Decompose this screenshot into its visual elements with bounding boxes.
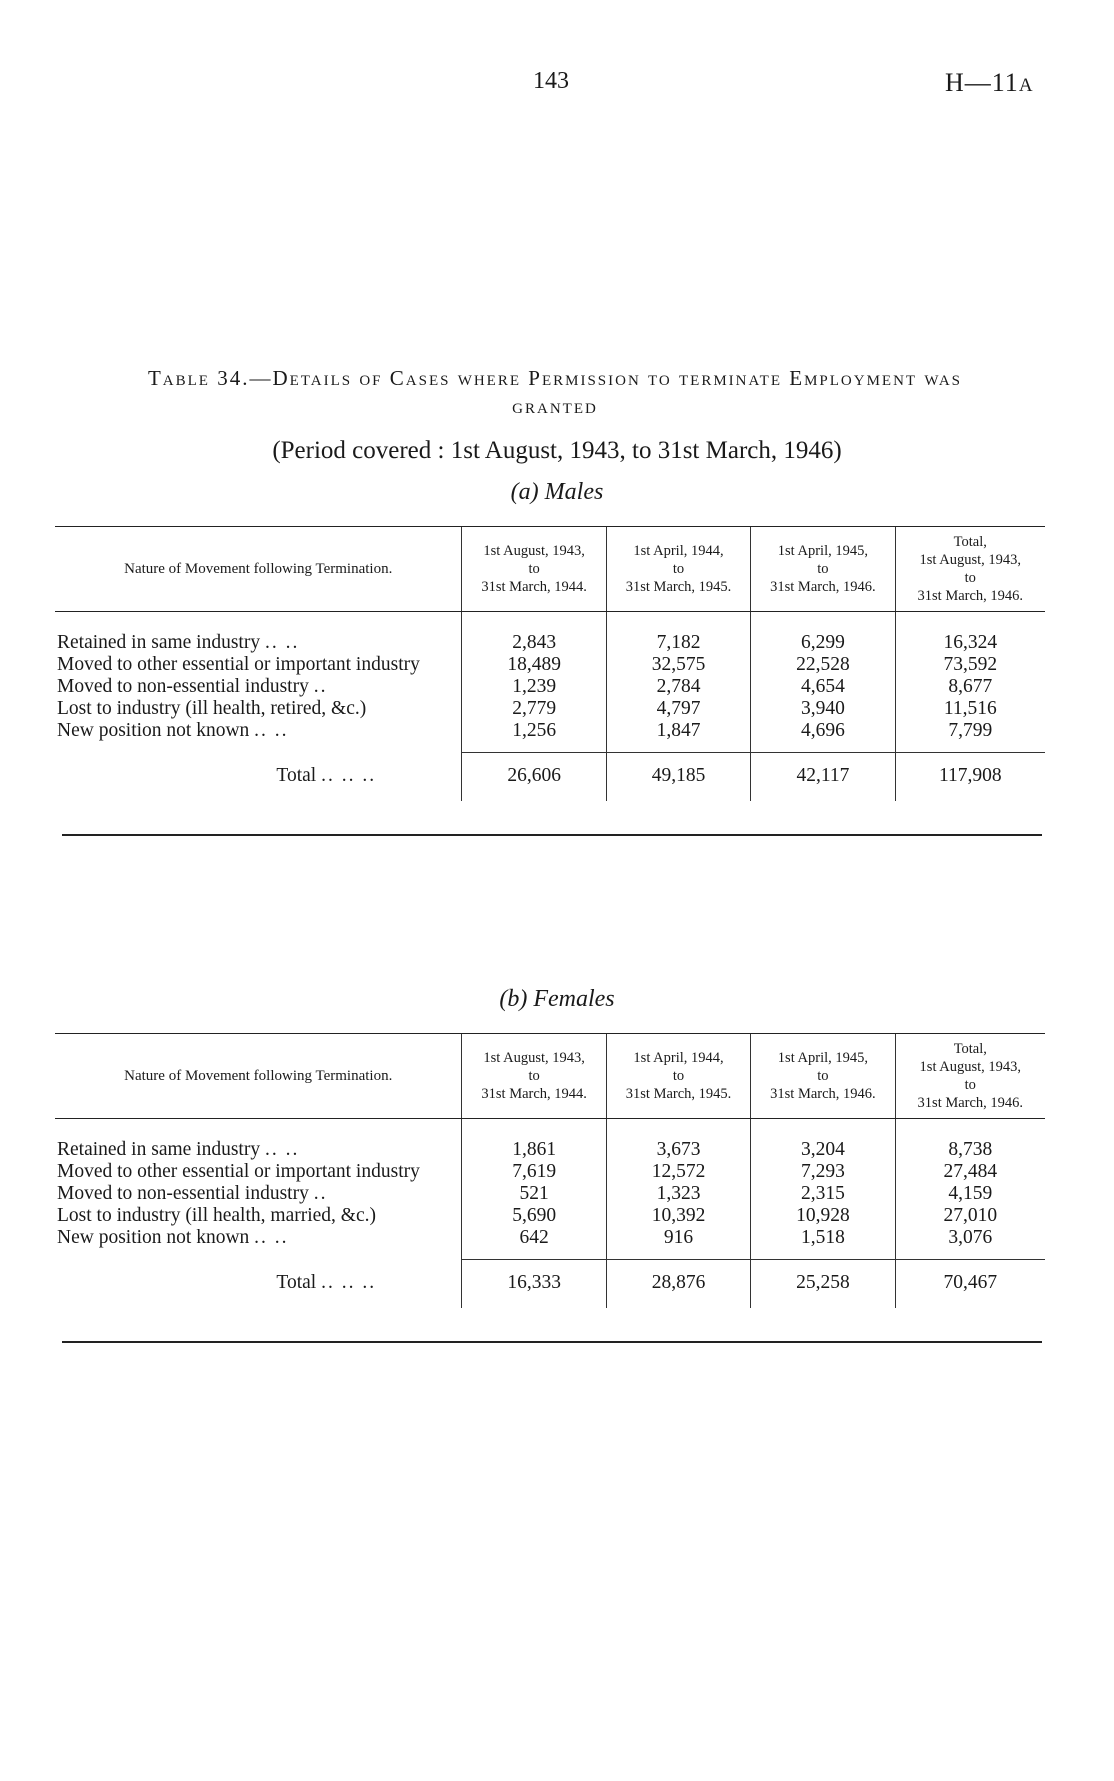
table-row (55, 654, 1045, 676)
table-title (55, 364, 1055, 420)
cell-value: 4,159 (895, 1183, 1045, 1205)
total-label: Total .. .. .. (276, 1271, 377, 1293)
cell-value: 2,784 (606, 676, 750, 698)
cell-value: 22,528 (751, 654, 895, 676)
row-label: Moved to non-essential industry .. (57, 1183, 328, 1204)
cell-value: 7,182 (606, 612, 750, 655)
females-header-row (55, 1034, 1045, 1119)
cell-value: 10,928 (751, 1205, 895, 1227)
cell-value: 2,315 (751, 1183, 895, 1205)
table-closing-rule (62, 1341, 1042, 1343)
table-title-line-1: Table 34.—Details of Cases where Permission to terminate Employment was (147, 366, 963, 390)
cell-value: 8,677 (895, 676, 1045, 698)
cell-value: 10,392 (606, 1205, 750, 1227)
nature-column-header: Nature of Movement following Termination. (55, 1034, 462, 1119)
row-label: Retained in same industry .. .. (57, 1139, 300, 1160)
males-subtitle: (a) Males (510, 479, 604, 505)
total-value: 49,185 (606, 753, 750, 802)
cell-value: 3,673 (606, 1119, 750, 1162)
cell-value: 1,323 (606, 1183, 750, 1205)
table-row (55, 1227, 1045, 1249)
total-value: 16,333 (462, 1260, 606, 1309)
males-table (55, 526, 1045, 801)
nature-column-header: Nature of Movement following Termination. (55, 527, 462, 612)
spacer-row (55, 742, 1045, 753)
total-row (55, 1260, 1045, 1309)
period-covered: (Period covered : 1st August, 1943, to 31st March, 1946) (272, 437, 842, 464)
table-closing-rule (62, 834, 1042, 836)
table-row (55, 698, 1045, 720)
row-label: Lost to industry (ill health, retired, &c.) (57, 698, 367, 719)
page-header (0, 68, 1114, 98)
females-subtitle: (b) Females (499, 986, 615, 1012)
row-label: Lost to industry (ill health, married, &c.) (57, 1205, 376, 1226)
total-value: 70,467 (895, 1260, 1045, 1309)
page-number: 143 (533, 68, 569, 94)
row-label: Retained in same industry .. .. (57, 632, 300, 653)
cell-value: 2,843 (462, 612, 606, 655)
page-reference: H—11A (945, 68, 1034, 97)
cell-value: 73,592 (895, 654, 1045, 676)
cell-value: 7,799 (895, 720, 1045, 742)
row-label: Moved to other essential or important industry (57, 654, 420, 675)
period-3-column-header: 1st April, 1945, to 31st March, 1946. (751, 1034, 895, 1119)
cell-value: 1,256 (462, 720, 606, 742)
row-label: New position not known .. .. (57, 720, 289, 741)
cell-value: 12,572 (606, 1161, 750, 1183)
cell-value: 18,489 (462, 654, 606, 676)
cell-value: 2,779 (462, 698, 606, 720)
table-row (55, 676, 1045, 698)
cell-value: 16,324 (895, 612, 1045, 655)
cell-value: 32,575 (606, 654, 750, 676)
cell-value: 3,940 (751, 698, 895, 720)
period-2-column-header: 1st April, 1944, to 31st March, 1945. (606, 527, 750, 612)
row-label: New position not known .. .. (57, 1227, 289, 1248)
cell-value: 1,847 (606, 720, 750, 742)
total-label: Total .. .. .. (276, 764, 377, 786)
cell-value: 1,239 (462, 676, 606, 698)
cell-value: 1,861 (462, 1119, 606, 1162)
period-1-column-header: 1st August, 1943, to 31st March, 1944. (462, 1034, 606, 1119)
cell-value: 521 (462, 1183, 606, 1205)
period-3-column-header: 1st April, 1945, to 31st March, 1946. (751, 527, 895, 612)
period-1-column-header: 1st August, 1943, to 31st March, 1944. (462, 527, 606, 612)
total-value: 117,908 (895, 753, 1045, 802)
cell-value: 27,484 (895, 1161, 1045, 1183)
total-value: 28,876 (606, 1260, 750, 1309)
cell-value: 642 (462, 1227, 606, 1249)
table-row (55, 1205, 1045, 1227)
spacer-row (55, 1249, 1045, 1260)
females-table (55, 1033, 1045, 1308)
total-value: 26,606 (462, 753, 606, 802)
cell-value: 27,010 (895, 1205, 1045, 1227)
table-row (55, 1161, 1045, 1183)
total-value: 25,258 (751, 1260, 895, 1309)
cell-value: 4,696 (751, 720, 895, 742)
cell-value: 916 (606, 1227, 750, 1249)
cell-value: 11,516 (895, 698, 1045, 720)
cell-value: 7,619 (462, 1161, 606, 1183)
table-row (55, 720, 1045, 742)
total-value: 42,117 (751, 753, 895, 802)
table-title-line-2: granted (512, 394, 598, 418)
males-header-row (55, 527, 1045, 612)
cell-value: 4,797 (606, 698, 750, 720)
cell-value: 8,738 (895, 1119, 1045, 1162)
cell-value: 1,518 (751, 1227, 895, 1249)
period-2-column-header: 1st April, 1944, to 31st March, 1945. (606, 1034, 750, 1119)
cell-value: 7,293 (751, 1161, 895, 1183)
cell-value: 3,076 (895, 1227, 1045, 1249)
cell-value: 5,690 (462, 1205, 606, 1227)
cell-value: 6,299 (751, 612, 895, 655)
table-row (55, 1119, 1045, 1162)
cell-value: 4,654 (751, 676, 895, 698)
cell-value: 3,204 (751, 1119, 895, 1162)
row-label: Moved to other essential or important industry (57, 1161, 420, 1182)
total-column-header: Total, 1st August, 1943, to 31st March, 1946. (895, 1034, 1045, 1119)
table-row (55, 612, 1045, 655)
total-column-header: Total, 1st August, 1943, to 31st March, 1946. (895, 527, 1045, 612)
total-row (55, 753, 1045, 802)
table-row (55, 1183, 1045, 1205)
row-label: Moved to non-essential industry .. (57, 676, 328, 697)
